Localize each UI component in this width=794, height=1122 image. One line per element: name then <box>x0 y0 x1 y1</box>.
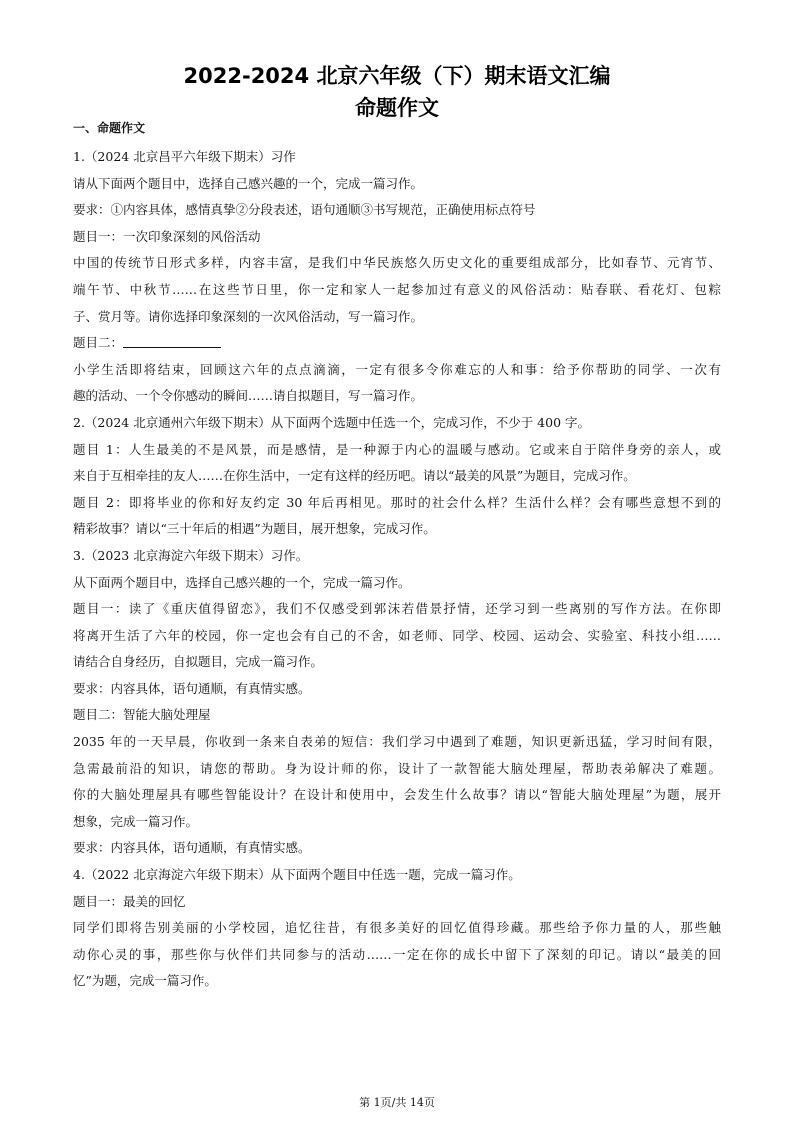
topic-label: 题目二： <box>73 335 124 351</box>
paragraph-line: 题目 2：即将毕业的你和好友约定 30 年后再相见。那时的社会什么样？生活什么样？会有哪些意想不到的 <box>73 494 721 510</box>
paragraph-line: 你的大脑处理屋具有哪些智能设计？在设计和使用中，会发生什么故事？请以“智能大脑处理屋”为题，展开 <box>73 787 721 803</box>
paragraph-line: 趣的活动、一个令你感动的瞬间……请自拟题目，写一篇习作。 <box>73 388 424 404</box>
instruction-text: 从下面两个题目中，选择自己感兴趣的一个，完成一篇习作。 <box>73 574 411 590</box>
document-body <box>73 120 721 995</box>
requirement-text: 要求：内容具体，语句通顺，有真情实感。 <box>73 840 311 856</box>
requirement-text: 要求：①内容具体，感情真挚②分段表述，语句通顺③书写规范，正确使用标点符号 <box>73 202 536 218</box>
question-header: 3.（2023 北京海淀六年级下期末）习作。 <box>73 547 309 563</box>
title-line-1: 2022-2024 北京六年级（下）期末语文汇编 <box>183 64 611 88</box>
paragraph-line: 中国的传统节日形式多样，内容丰富，是我们中华民族悠久历史文化的重要组成部分，比如春节、元宵节、 <box>73 255 721 271</box>
instruction-text: 请从下面两个题目中，选择自己感兴趣的一个，完成一篇习作。 <box>73 175 424 191</box>
question-header: 1.（2024 北京昌平六年级下期末）习作 <box>73 149 296 164</box>
paragraph-line: 动你心灵的事，那些你与伙伴们共同参与的活动……一定在你的成长中留下了深刻的印记。请以“最美的回 <box>73 946 721 962</box>
question-3 <box>73 543 721 862</box>
topic-label: 题目一：一次印象深刻的风俗活动 <box>73 228 261 244</box>
topic-label: 题目二：智能大脑处理屋 <box>73 707 211 723</box>
paragraph-line: 急需最前沿的知识，请您的帮助。身为设计师的你，设计了一款智能大脑处理屋，帮助表弟解决了难题。 <box>73 760 721 776</box>
topic-label: 题目一：最美的回忆 <box>73 893 186 909</box>
paragraph-line: 精彩故事？请以“三十年后的相遇”为题目，展开想象，完成习作。 <box>73 521 436 537</box>
paragraph-line: 题目 1：人生最美的不是风景，而是感情，是一种源于内心的温暖与感动。它或来自于陪伴身旁的亲人，或 <box>73 441 721 457</box>
requirement-text: 要求：内容具体，语句通顺，有真情实感。 <box>73 680 311 696</box>
title-line-2: 命题作文 <box>355 96 439 120</box>
question-header: 4.（2022 北京海淀六年级下期末）从下面两个题目中任选一题，完成一篇习作。 <box>73 867 521 883</box>
paragraph-line: 同学们即将告别美丽的小学校园，追忆往昔，有很多美好的回忆值得珍藏。那些给予你力量的人，那些触 <box>73 920 721 936</box>
paragraph-line: 想象，完成一篇习作。 <box>73 813 199 829</box>
paragraph-line: 2035 年的一天早晨，你收到一条来自表弟的短信：我们学习中遇到了难题，知识更新迅猛，学习时间有限， <box>73 734 721 750</box>
question-header: 2.（2024 北京通州六年级下期末）从下面两个选题中任选一个，完成习作，不少于 400 字。 <box>73 414 591 430</box>
question-4 <box>73 862 721 995</box>
question-1 <box>73 144 721 410</box>
fill-in-blank <box>123 333 221 348</box>
section-heading: 一、命题作文 <box>73 121 146 135</box>
topic-label-with-blank <box>73 330 721 357</box>
paragraph-line: 题目一：读了《重庆值得留恋》，我们不仅感受到郭沫若借景抒情，还学习到一些离别的写作方法。在你即 <box>73 601 721 617</box>
paragraph-line: 小学生活即将结束，回顾这六年的点点滴滴，一定有很多令你难忘的人和事：给予你帮助的同学、一次有 <box>73 361 721 377</box>
paragraph-line: 请结合自身经历，自拟题目，完成一篇习作。 <box>73 654 324 670</box>
page-number-footer: 第 1页/共 14页 <box>359 1096 435 1109</box>
question-2 <box>73 410 721 543</box>
paragraph-line: 来自于互相牵挂的友人……在你生活中，一定有这样的经历吧。请以“最美的风景”为题目，完成习作。 <box>73 468 636 484</box>
paragraph-line: 忆”为题，完成一篇习作。 <box>73 973 217 989</box>
paragraph-line: 将离开生活了六年的校园，你一定也会有自己的不舍，如老师、同学、校园、运动会、实验室、科技小组…… <box>73 627 721 643</box>
paragraph-line: 端午节、中秋节……在这些节日里，你一定和家人一起参加过有意义的风俗活动：贴春联、看花灯、包粽 <box>73 281 721 297</box>
paragraph-line: 子、赏月等。请你选择印象深刻的一次风俗活动，写一篇习作。 <box>73 308 424 324</box>
document-title <box>0 60 794 124</box>
